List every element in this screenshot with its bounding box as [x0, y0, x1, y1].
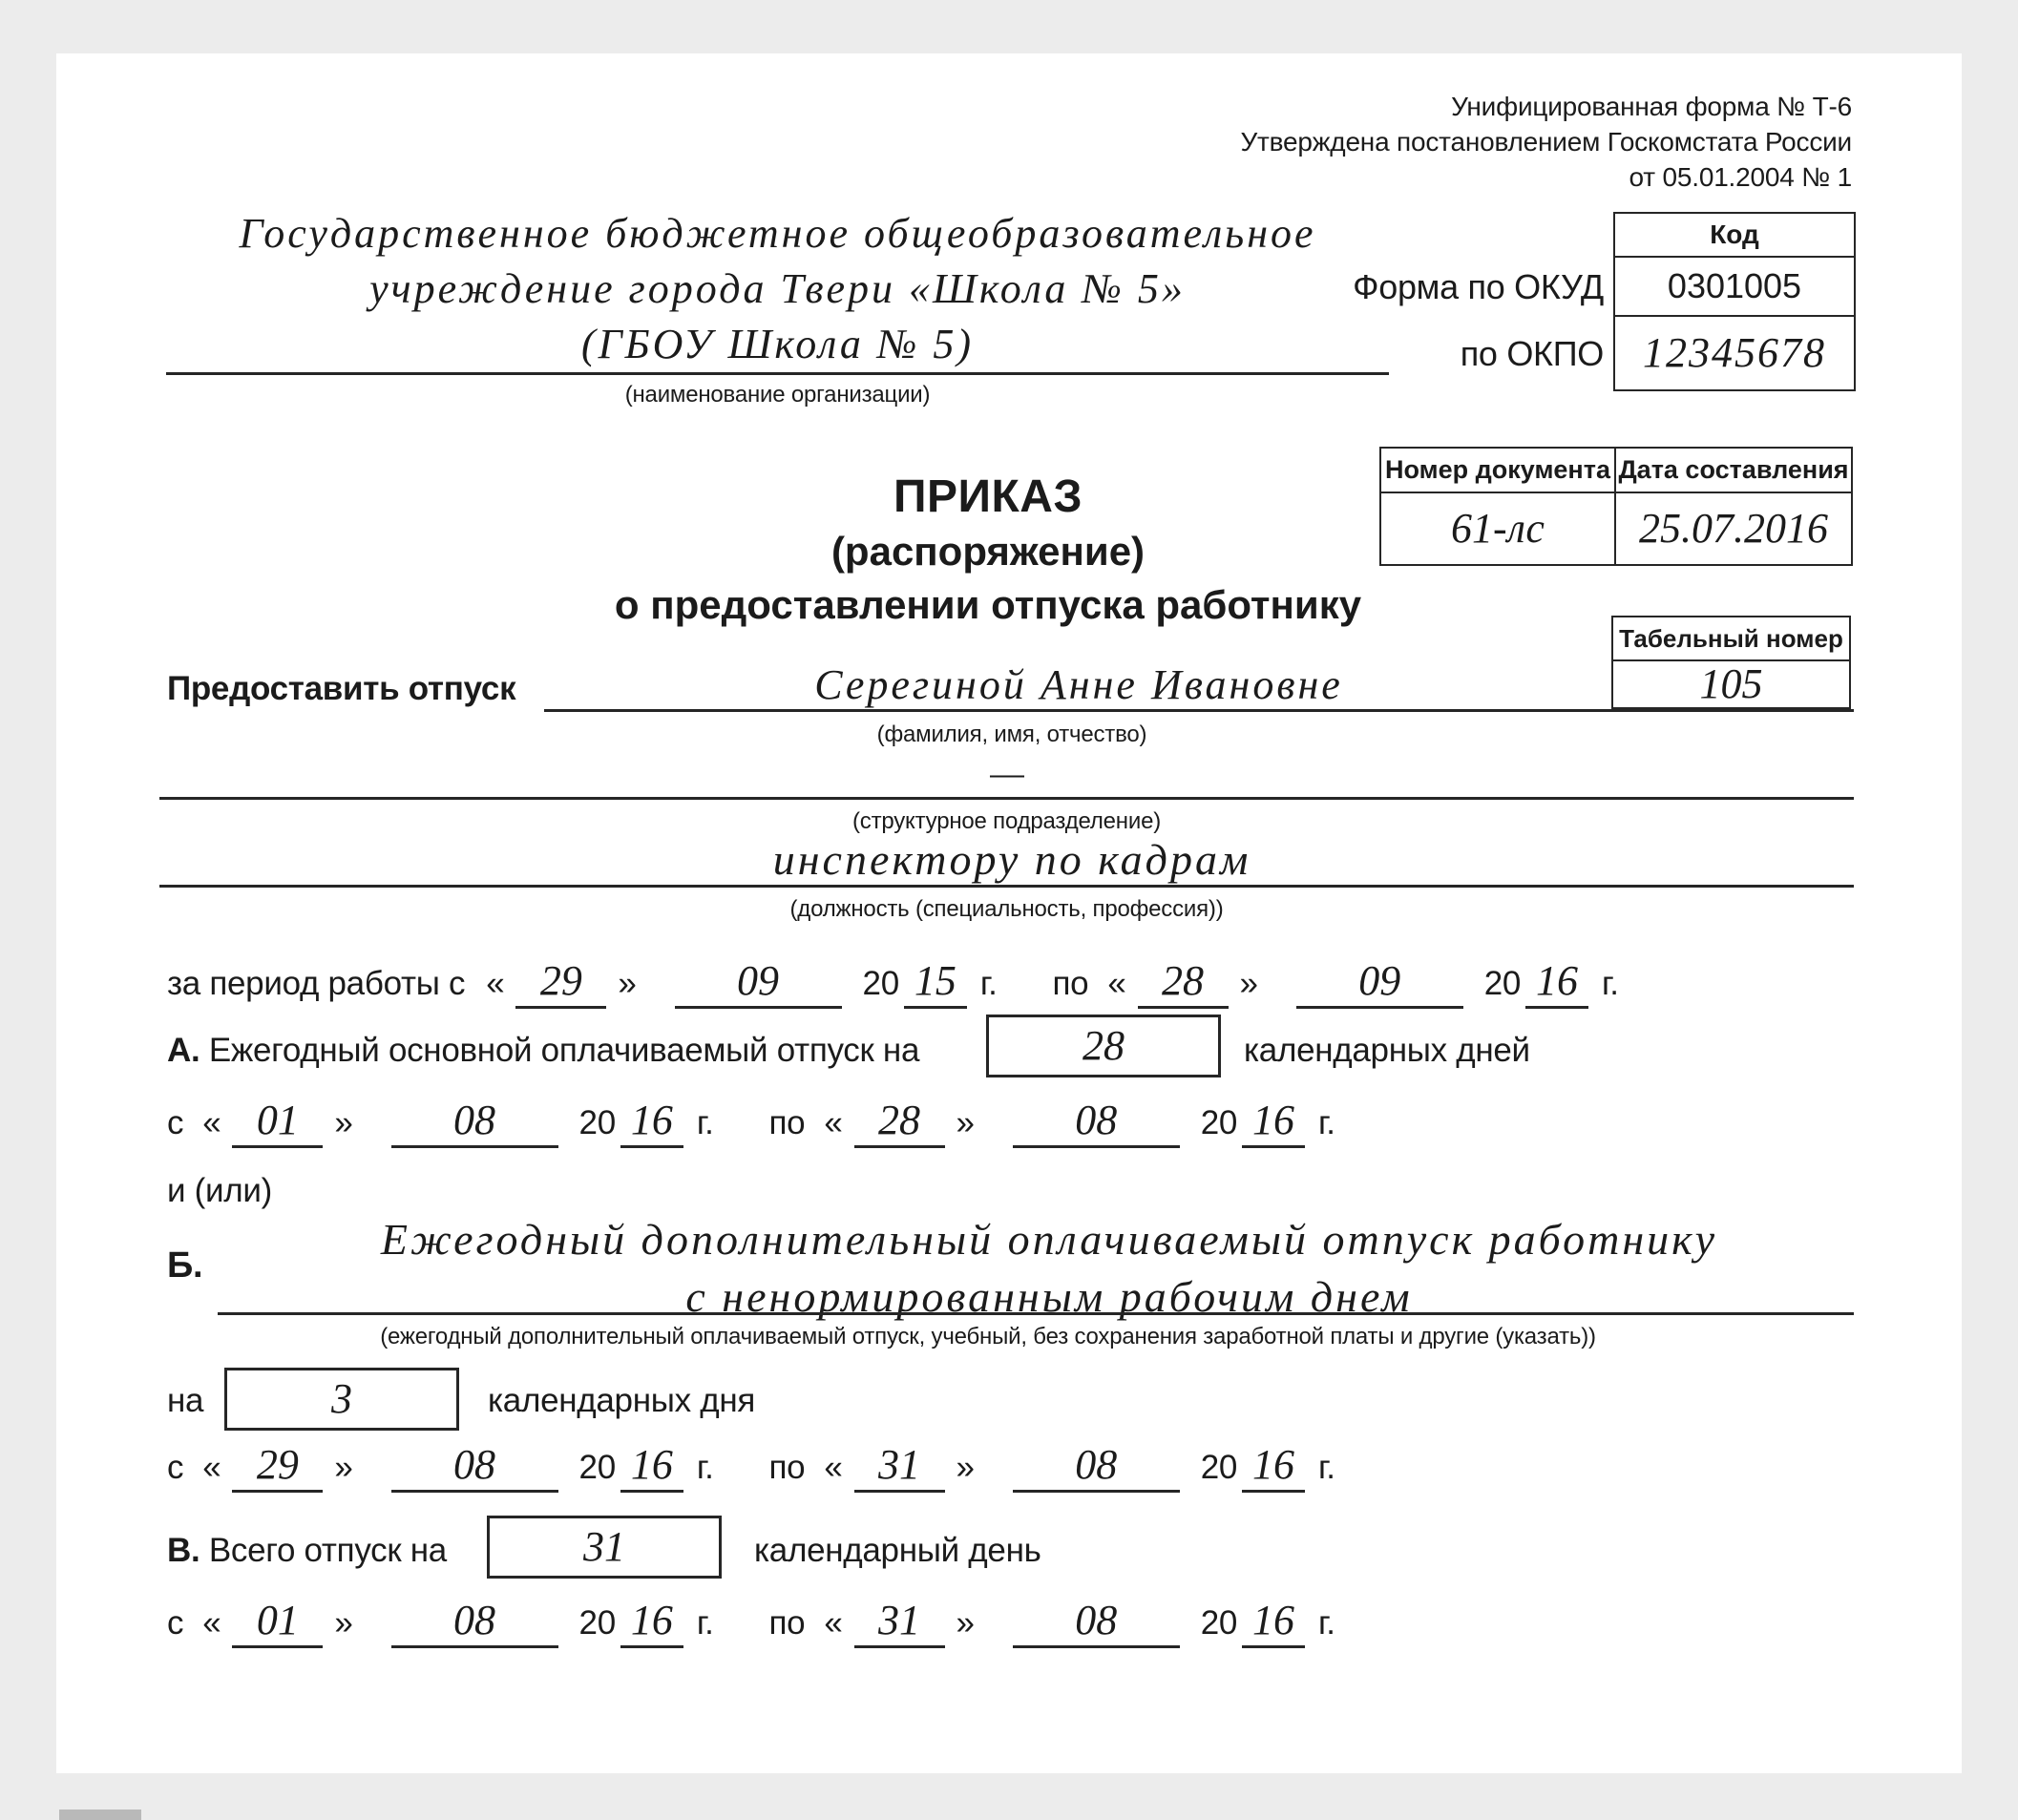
year-suffix: г. — [1318, 1449, 1335, 1486]
employee-name-underline — [544, 709, 1854, 712]
document-page — [56, 53, 1962, 1773]
section-b-days-value: 3 — [331, 1374, 352, 1422]
title-subject: о предоставлении отпуска работнику — [614, 582, 1362, 627]
title-rasporyazhenie: (распоряжение) — [830, 529, 1146, 574]
title-prikaz: ПРИКАЗ — [893, 471, 1083, 522]
century-prefix: 20 — [862, 965, 899, 1002]
section-b-type — [247, 1211, 1851, 1326]
code-table-header: Код — [1710, 220, 1759, 249]
close-quote: » — [1239, 965, 1258, 1002]
section-a-dates-row — [167, 1098, 1335, 1148]
code-table — [1613, 212, 1856, 391]
close-quote: » — [334, 1449, 353, 1486]
year-suffix: г. — [1602, 965, 1619, 1002]
doc-date-value: 25.07.2016 — [1639, 504, 1828, 552]
organization-name — [166, 206, 1389, 372]
grant-label: Предоставить отпуск — [167, 670, 516, 707]
okud-code-value: 0301005 — [1615, 256, 1854, 315]
open-quote: « — [824, 1104, 843, 1141]
section-b-type-line1: Ежегодный дополнительный оплачиваемый отпуск работнику — [380, 1215, 1718, 1264]
b-to-year: 16 — [1242, 1442, 1305, 1493]
close-quote: » — [618, 965, 637, 1002]
okpo-code-value: 12345678 — [1615, 315, 1854, 389]
to-label: по — [768, 1604, 806, 1642]
work-period-row — [167, 958, 1619, 1009]
a-to-month: 08 — [1013, 1098, 1180, 1148]
tab-number-value: 105 — [1699, 659, 1763, 707]
b-from-month: 08 — [391, 1442, 558, 1493]
position-underline — [159, 885, 1854, 888]
open-quote: « — [824, 1449, 843, 1486]
century-prefix: 20 — [578, 1604, 616, 1642]
century-prefix: 20 — [1200, 1104, 1238, 1141]
organization-name-line2: учреждение города Твери «Школа № 5» — [369, 265, 1186, 312]
from-label: с — [167, 1449, 184, 1486]
form-note-line1: Унифицированная форма № Т-6 — [1451, 92, 1852, 121]
period-to-month: 09 — [1296, 958, 1463, 1009]
a-to-year: 16 — [1242, 1098, 1305, 1148]
work-period-from — [474, 958, 997, 1009]
tab-number-header: Табельный номер — [1613, 617, 1849, 661]
year-suffix: г. — [1318, 1104, 1335, 1141]
organization-underline — [166, 372, 1389, 375]
to-label: по — [1052, 965, 1089, 1002]
to-label: по — [768, 1449, 806, 1486]
section-a-from — [167, 1098, 714, 1148]
section-b-caption: (ежегодный дополнительный оплачиваемый отпуск, учебный, без сохранения заработной платы и другие (указать)) — [380, 1324, 1596, 1349]
period-from-day: 29 — [515, 958, 606, 1009]
doc-date-header: Дата составления — [1616, 449, 1851, 493]
section-a-label: А. — [167, 1032, 200, 1069]
section-a-text — [167, 1032, 919, 1070]
okpo-label: по ОКПО — [1460, 334, 1604, 373]
section-b-type-line2: с ненормированным рабочим днем — [685, 1272, 1413, 1321]
close-quote: » — [956, 1604, 975, 1642]
v-from-month: 08 — [391, 1598, 558, 1648]
year-suffix: г. — [696, 1104, 714, 1141]
a-from-day: 01 — [232, 1098, 323, 1148]
open-quote: « — [202, 1604, 221, 1642]
doc-number-table — [1379, 447, 1853, 566]
year-suffix: г. — [1318, 1604, 1335, 1642]
section-v-days-box — [487, 1516, 722, 1579]
from-label: с — [167, 1104, 184, 1141]
b-to-day: 31 — [854, 1442, 945, 1493]
section-v-to — [769, 1598, 1335, 1648]
v-from-day: 01 — [232, 1598, 323, 1648]
position-value: инспектору по кадрам — [772, 835, 1251, 884]
open-quote: « — [486, 965, 505, 1002]
next-page-edge — [59, 1810, 141, 1820]
department-caption: (структурное подразделение) — [851, 808, 1162, 834]
section-b-underline — [218, 1312, 1854, 1315]
v-to-day: 31 — [854, 1598, 945, 1648]
century-prefix: 20 — [578, 1449, 616, 1486]
section-a-to — [769, 1098, 1335, 1148]
close-quote: » — [956, 1449, 975, 1486]
section-v-days-value: 31 — [583, 1522, 625, 1570]
period-from-month: 09 — [675, 958, 842, 1009]
section-v-label: В. — [167, 1532, 200, 1569]
period-to-year: 16 — [1525, 958, 1588, 1009]
b-from-year: 16 — [620, 1442, 683, 1493]
section-v-dates-row — [167, 1598, 1335, 1648]
period-from-year: 15 — [904, 958, 967, 1009]
open-quote: « — [202, 1449, 221, 1486]
document-title — [453, 470, 1523, 632]
a-to-day: 28 — [854, 1098, 945, 1148]
century-prefix: 20 — [1200, 1449, 1238, 1486]
from-label: с — [167, 1604, 184, 1642]
form-note-line3: от 05.01.2004 № 1 — [1629, 161, 1852, 192]
section-v-description: Всего отпуск на — [208, 1532, 447, 1569]
section-b-from — [167, 1442, 714, 1493]
section-v-days-suffix: календарный день — [754, 1532, 1041, 1569]
close-quote: » — [334, 1104, 353, 1141]
open-quote: « — [202, 1104, 221, 1141]
tab-number-box — [1611, 616, 1851, 709]
v-from-year: 16 — [620, 1598, 683, 1648]
organization-caption: (наименование организации) — [624, 382, 931, 408]
and-or-label: и (или) — [167, 1172, 273, 1209]
to-label: по — [768, 1104, 806, 1141]
section-v-text — [167, 1532, 447, 1570]
section-a-days-suffix: календарных дней — [1244, 1032, 1530, 1069]
century-prefix: 20 — [1200, 1604, 1238, 1642]
year-suffix: г. — [696, 1449, 714, 1486]
department-underline — [159, 797, 1854, 800]
doc-number-value: 61-лс — [1381, 493, 1616, 564]
a-from-year: 16 — [620, 1098, 683, 1148]
close-quote: » — [956, 1104, 975, 1141]
section-b-na-label: на — [167, 1382, 204, 1419]
year-suffix: г. — [979, 965, 998, 1002]
doc-number-header: Номер документа — [1381, 449, 1616, 493]
b-to-month: 08 — [1013, 1442, 1180, 1493]
form-note — [1240, 90, 1852, 196]
section-b-to — [769, 1442, 1335, 1493]
a-from-month: 08 — [391, 1098, 558, 1148]
organization-name-line3: (ГБОУ Школа № 5) — [580, 321, 975, 367]
century-prefix: 20 — [578, 1104, 616, 1141]
section-a-days-box — [986, 1015, 1221, 1077]
b-from-day: 29 — [232, 1442, 323, 1493]
okud-label: Форма по ОКУД — [1353, 267, 1604, 306]
form-note-line2: Утверждена постановлением Госкомстата России — [1240, 126, 1852, 157]
work-period-prefix: за период работы с — [167, 965, 466, 1002]
employee-name-value: Серегиной Анне Ивановне — [814, 661, 1343, 708]
period-to-day: 28 — [1138, 958, 1229, 1009]
section-v-from — [167, 1598, 714, 1648]
section-b-days-box — [224, 1368, 459, 1431]
section-a-description: Ежегодный основной оплачиваемый отпуск на — [208, 1032, 920, 1069]
department-value: — — [990, 751, 1024, 794]
work-period-to — [1053, 958, 1619, 1009]
open-quote: « — [1107, 965, 1126, 1002]
year-suffix: г. — [696, 1604, 714, 1642]
section-b-label: Б. — [167, 1245, 203, 1286]
section-a-days-value: 28 — [1083, 1021, 1125, 1069]
employee-name-caption: (фамилия, имя, отчество) — [876, 722, 1147, 747]
v-to-year: 16 — [1242, 1598, 1305, 1648]
century-prefix: 20 — [1483, 965, 1522, 1002]
close-quote: » — [334, 1604, 353, 1642]
open-quote: « — [824, 1604, 843, 1642]
position-caption: (должность (специальность, профессия)) — [789, 896, 1224, 922]
organization-name-line1: Государственное бюджетное общеобразовательное — [239, 210, 1316, 257]
v-to-month: 08 — [1013, 1598, 1180, 1648]
section-b-days-suffix: календарных дня — [488, 1382, 756, 1419]
section-b-dates-row — [167, 1442, 1335, 1493]
